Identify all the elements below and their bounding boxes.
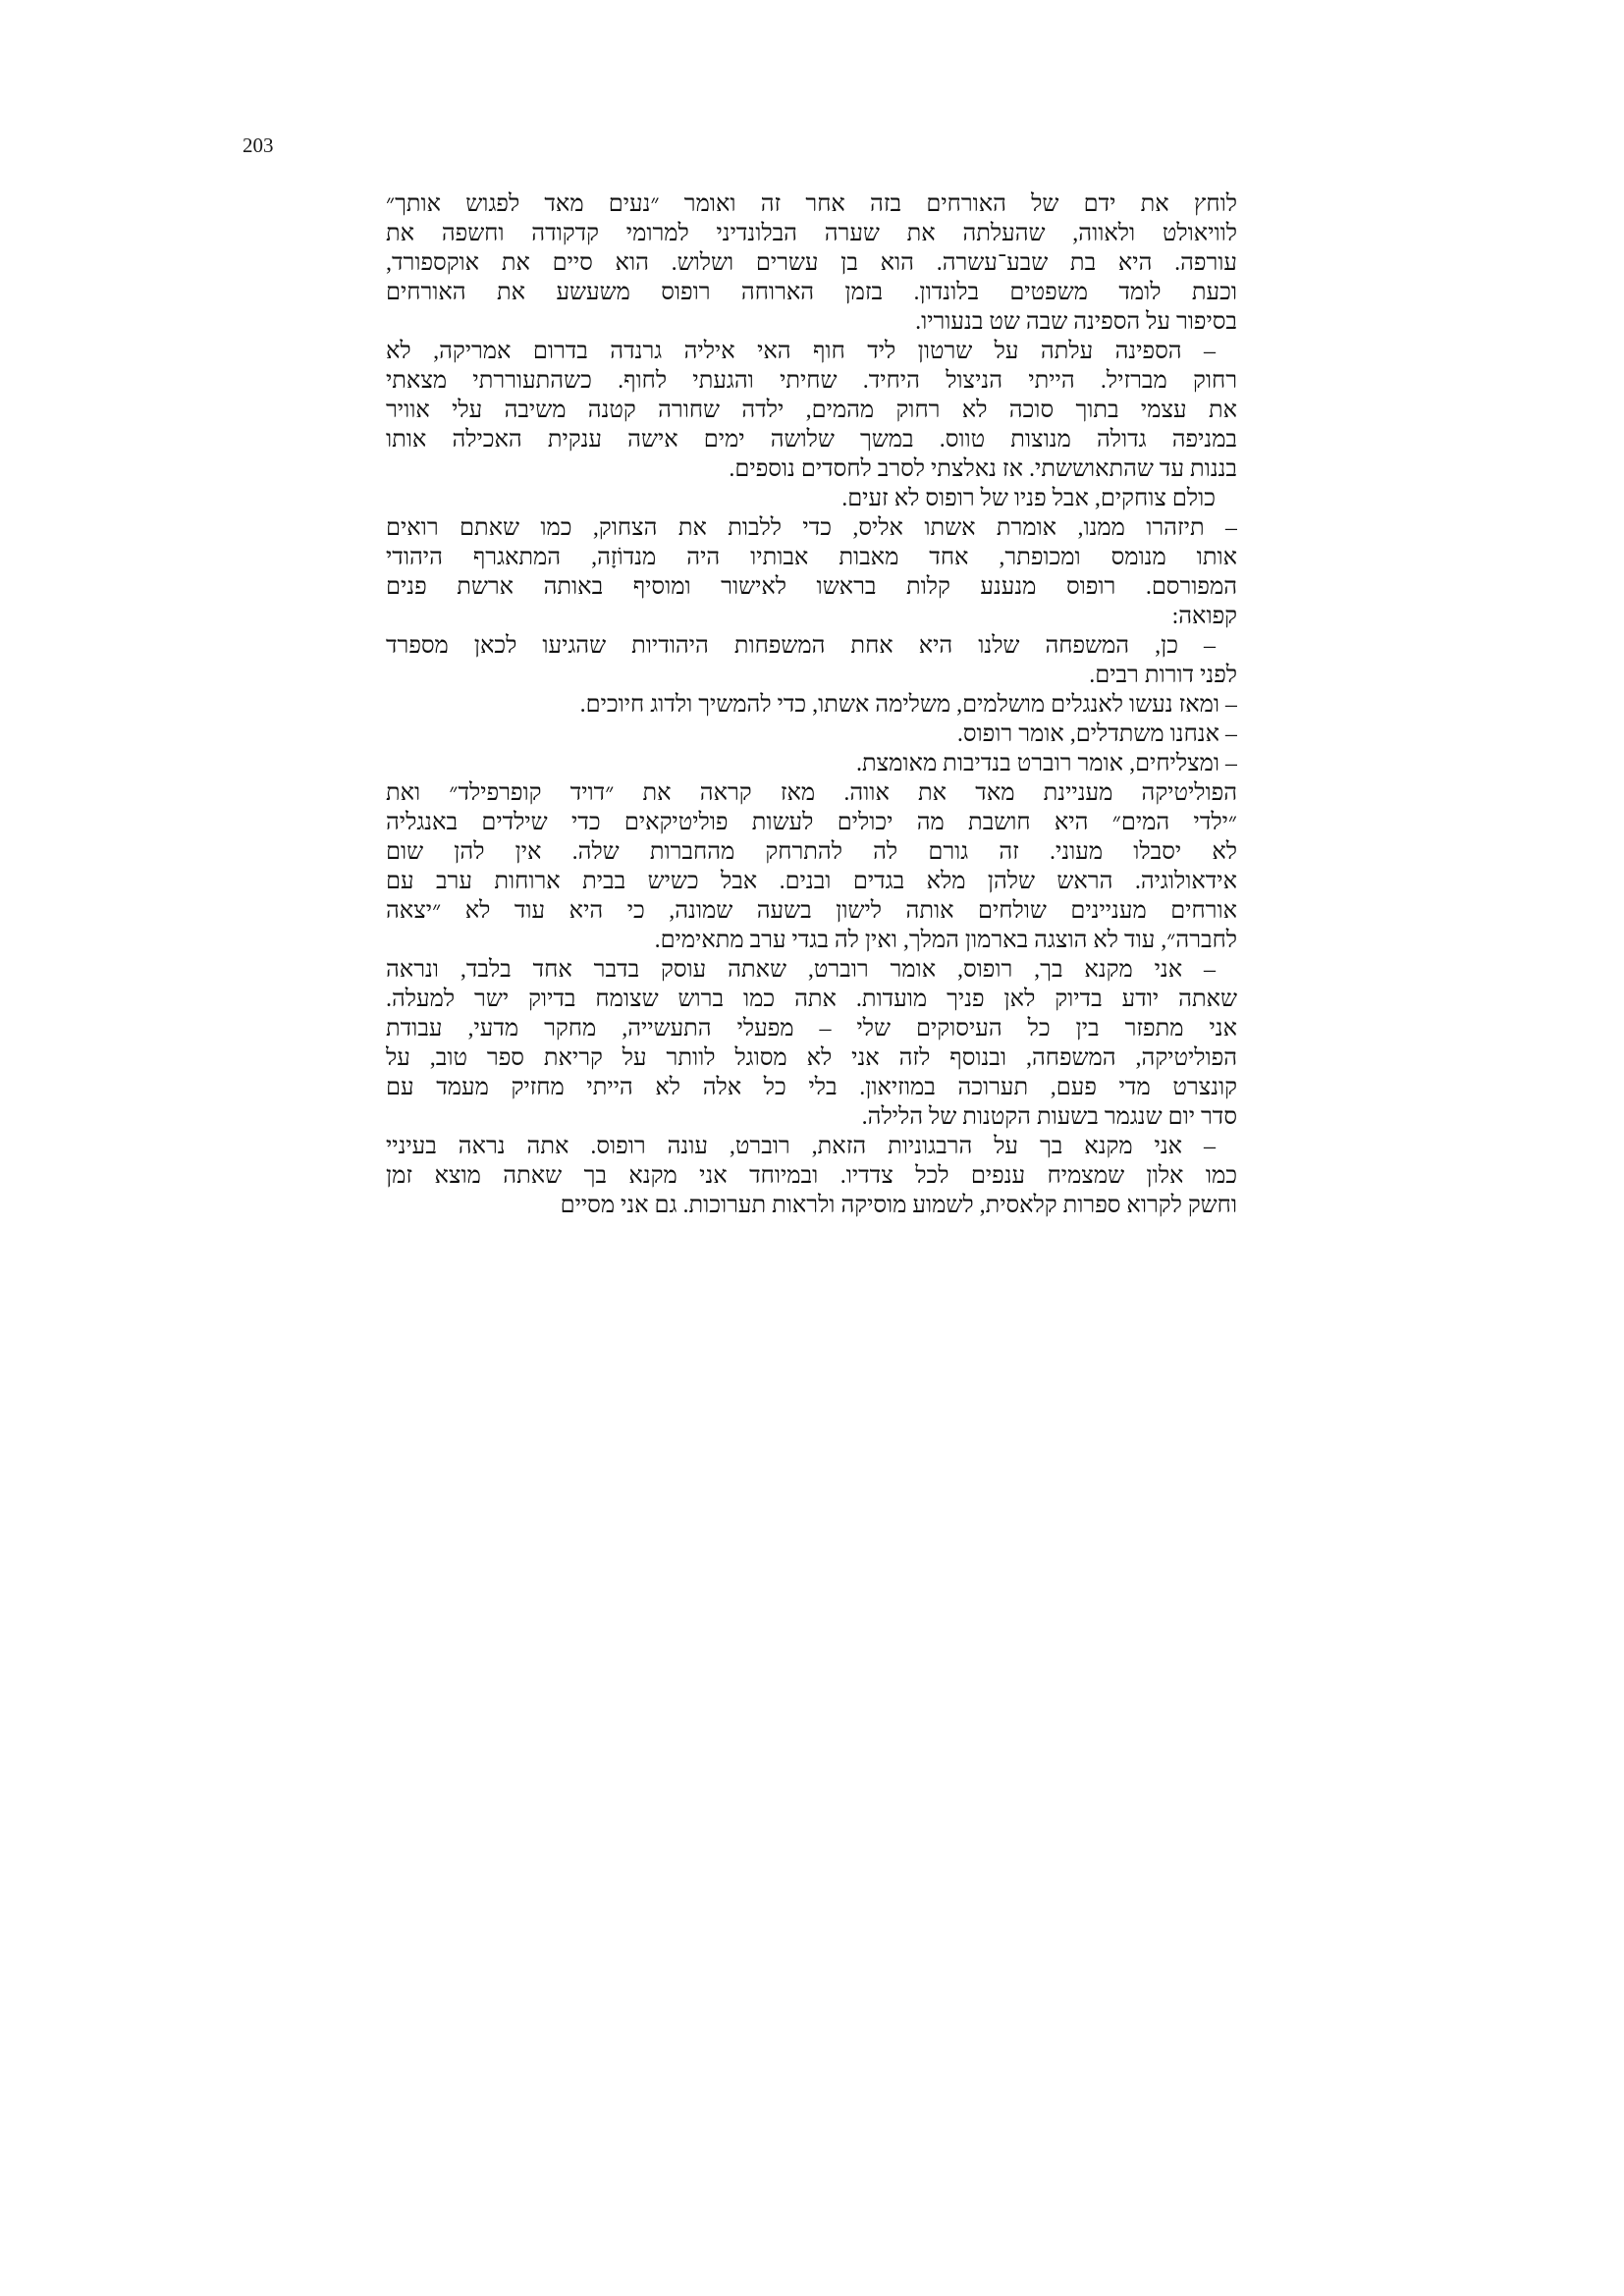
- paragraph: [386, 690, 1237, 720]
- paragraph: [386, 337, 1237, 484]
- text-line: לוויאולט ולאווה, שהעלתה את שערה הבלונדיני למרומי קדקודה וחשפה את: [386, 221, 1237, 246]
- text-line: – תיזהרו ממנו, אומרת אשתו אליס, כדי ללבות את הצחוק, כמו שאתם רואים: [386, 515, 1237, 541]
- text-line: – אני מקנא בך, רופוס, אומר רוברט, שאתה עוסק בדבר אחד בלבד, ונראה: [386, 957, 1216, 983]
- paragraph: [386, 631, 1237, 690]
- text-line: – כן, המשפחה שלנו היא אחת המשפחות היהודיות שהגיעו לכאן מספרד: [386, 633, 1216, 659]
- text-line: אידאולוגיה. הראש שלהן מלא בגדים ובנים. אבל כשיש בבית ארוחות ערב עם: [386, 869, 1237, 894]
- text-line: – אנחנו משתדלים, אומר רופוס.: [956, 721, 1237, 747]
- text-line: וכעת לומד משפטים בלונדון. בזמן הארוחה רופוס משעשע את האורחים: [386, 280, 1237, 305]
- text-line: אורחים מעניינים שולחים אותה לישון בשעה שמונה, כי היא עוד לא ״יצאה: [386, 898, 1237, 924]
- text-line: הפוליטיקה מעניינת מאד את אווה. מאז קראה את ״דויד קופרפילד״ ואת: [386, 780, 1237, 806]
- text-line: בסיפור על הספינה שבה שט בנעוריו.: [915, 309, 1237, 335]
- text-line: לפני דורות רבים.: [1089, 663, 1237, 688]
- text-line: – ומצליחים, אומר רוברט בנדיבות מאומצת.: [855, 751, 1237, 776]
- paragraph: [386, 749, 1237, 778]
- text-line: לא יסבלו מעוני. זה גורם לה להתרחק מהחברות שלה. אין להן שום: [386, 839, 1237, 865]
- paragraph: [386, 1132, 1237, 1220]
- text-line: קפואה:: [1171, 604, 1237, 629]
- text-line: – אני מקנא בך על הרבגוניות הזאת, רוברט, עונה רופוס. אתה נראה בעיניי: [386, 1134, 1216, 1159]
- text-line: הפוליטיקה, המשפחה, ובנוסף לזה אני לא מסוגל לוותר על קריאת ספר טוב, על: [386, 1045, 1237, 1071]
- text-line: וחשק לקרוא ספרות קלאסית, לשמוע מוסיקה ולראות תערוכות. גם אני מסיים: [560, 1193, 1237, 1218]
- text-line: – הספינה עלתה על שרטון ליד חוף האי איליה גרנדה בדרום אמריקה, לא: [386, 339, 1216, 364]
- paragraph: [386, 189, 1237, 337]
- text-line: רחוק מברזיל. הייתי הניצול היחיד. שחיתי והגעתי לחוף. כשהתעוררתי מצאתי: [386, 368, 1237, 394]
- text-line: לחברה״, עוד לא הוצגה בארמון המלך, ואין לה בגדי ערב מתאימים.: [654, 928, 1237, 953]
- paragraph: [386, 720, 1237, 749]
- text-line: אני מתפזר בין כל העיסוקים שלי – מפעלי התעשייה, מחקר מדעי, עבודת: [386, 1016, 1237, 1041]
- paragraph: [386, 484, 1237, 513]
- text-line: סדר יום שנגמר בשעות הקטנות של הלילה.: [861, 1104, 1237, 1130]
- text-line: כמו אלון שמצמיח ענפים לכל צדדיו. ובמיוחד אני מקנא בך שאתה מוצא זמן: [386, 1163, 1237, 1189]
- text-line: – ומאז נעשו לאנגלים מושלמים, משלימה אשתו, כדי להמשיך ולדוג חיוכים.: [579, 692, 1237, 718]
- text-line: ״ילדי המים״ היא חושבת מה יכולים לעשות פוליטיקאים כדי שילדים באנגליה: [386, 810, 1237, 835]
- text-line: את עצמי בתוך סוכה לא רחוק מהמים, ילדה שחורה קטנה משיבה עלי אוויר: [386, 398, 1237, 423]
- body-text: [386, 189, 1237, 1220]
- paragraph: [386, 513, 1237, 631]
- paragraph: [386, 955, 1237, 1132]
- text-line: שאתה יודע בדיוק לאן פניך מועדות. אתה כמו ברוש שצומח בדיוק ישר למעלה.: [386, 987, 1237, 1012]
- text-line: קונצרט מדי פעם, תערוכה במוזיאון. בלי כל אלה לא הייתי מחזיק מעמד עם: [386, 1075, 1237, 1100]
- text-line: כולם צוחקים, אבל פניו של רופוס לא זעים.: [841, 486, 1216, 511]
- text-line: בננות עד שהתאוששתי. אז נאלצתי לסרב לחסדים נוספים.: [729, 456, 1237, 482]
- page-number: 203: [243, 133, 274, 157]
- paragraph: [386, 778, 1237, 955]
- text-line: המפורסם. רופוס מנענע קלות בראשו לאישור ומוסיף באותה ארשת פנים: [386, 574, 1237, 600]
- text-line: עורפה. היא בת שבע־עשרה. הוא בן עשרים ושלוש. הוא סיים את אוקספורד,: [386, 250, 1237, 276]
- text-line: אותו מנומס ומכופתר, אחד מאבות אבותיו היה מנדוֹזָה, המתאגרף היהודי: [386, 545, 1237, 570]
- text-line: לוחץ את ידם של האורחים בזה אחר זה ואומר ״נעים מאד לפגוש אותך״: [386, 191, 1237, 217]
- text-line: במניפה גדולה מנוצות טווס. במשך שלושה ימים אישה ענקית האכילה אותו: [386, 427, 1237, 453]
